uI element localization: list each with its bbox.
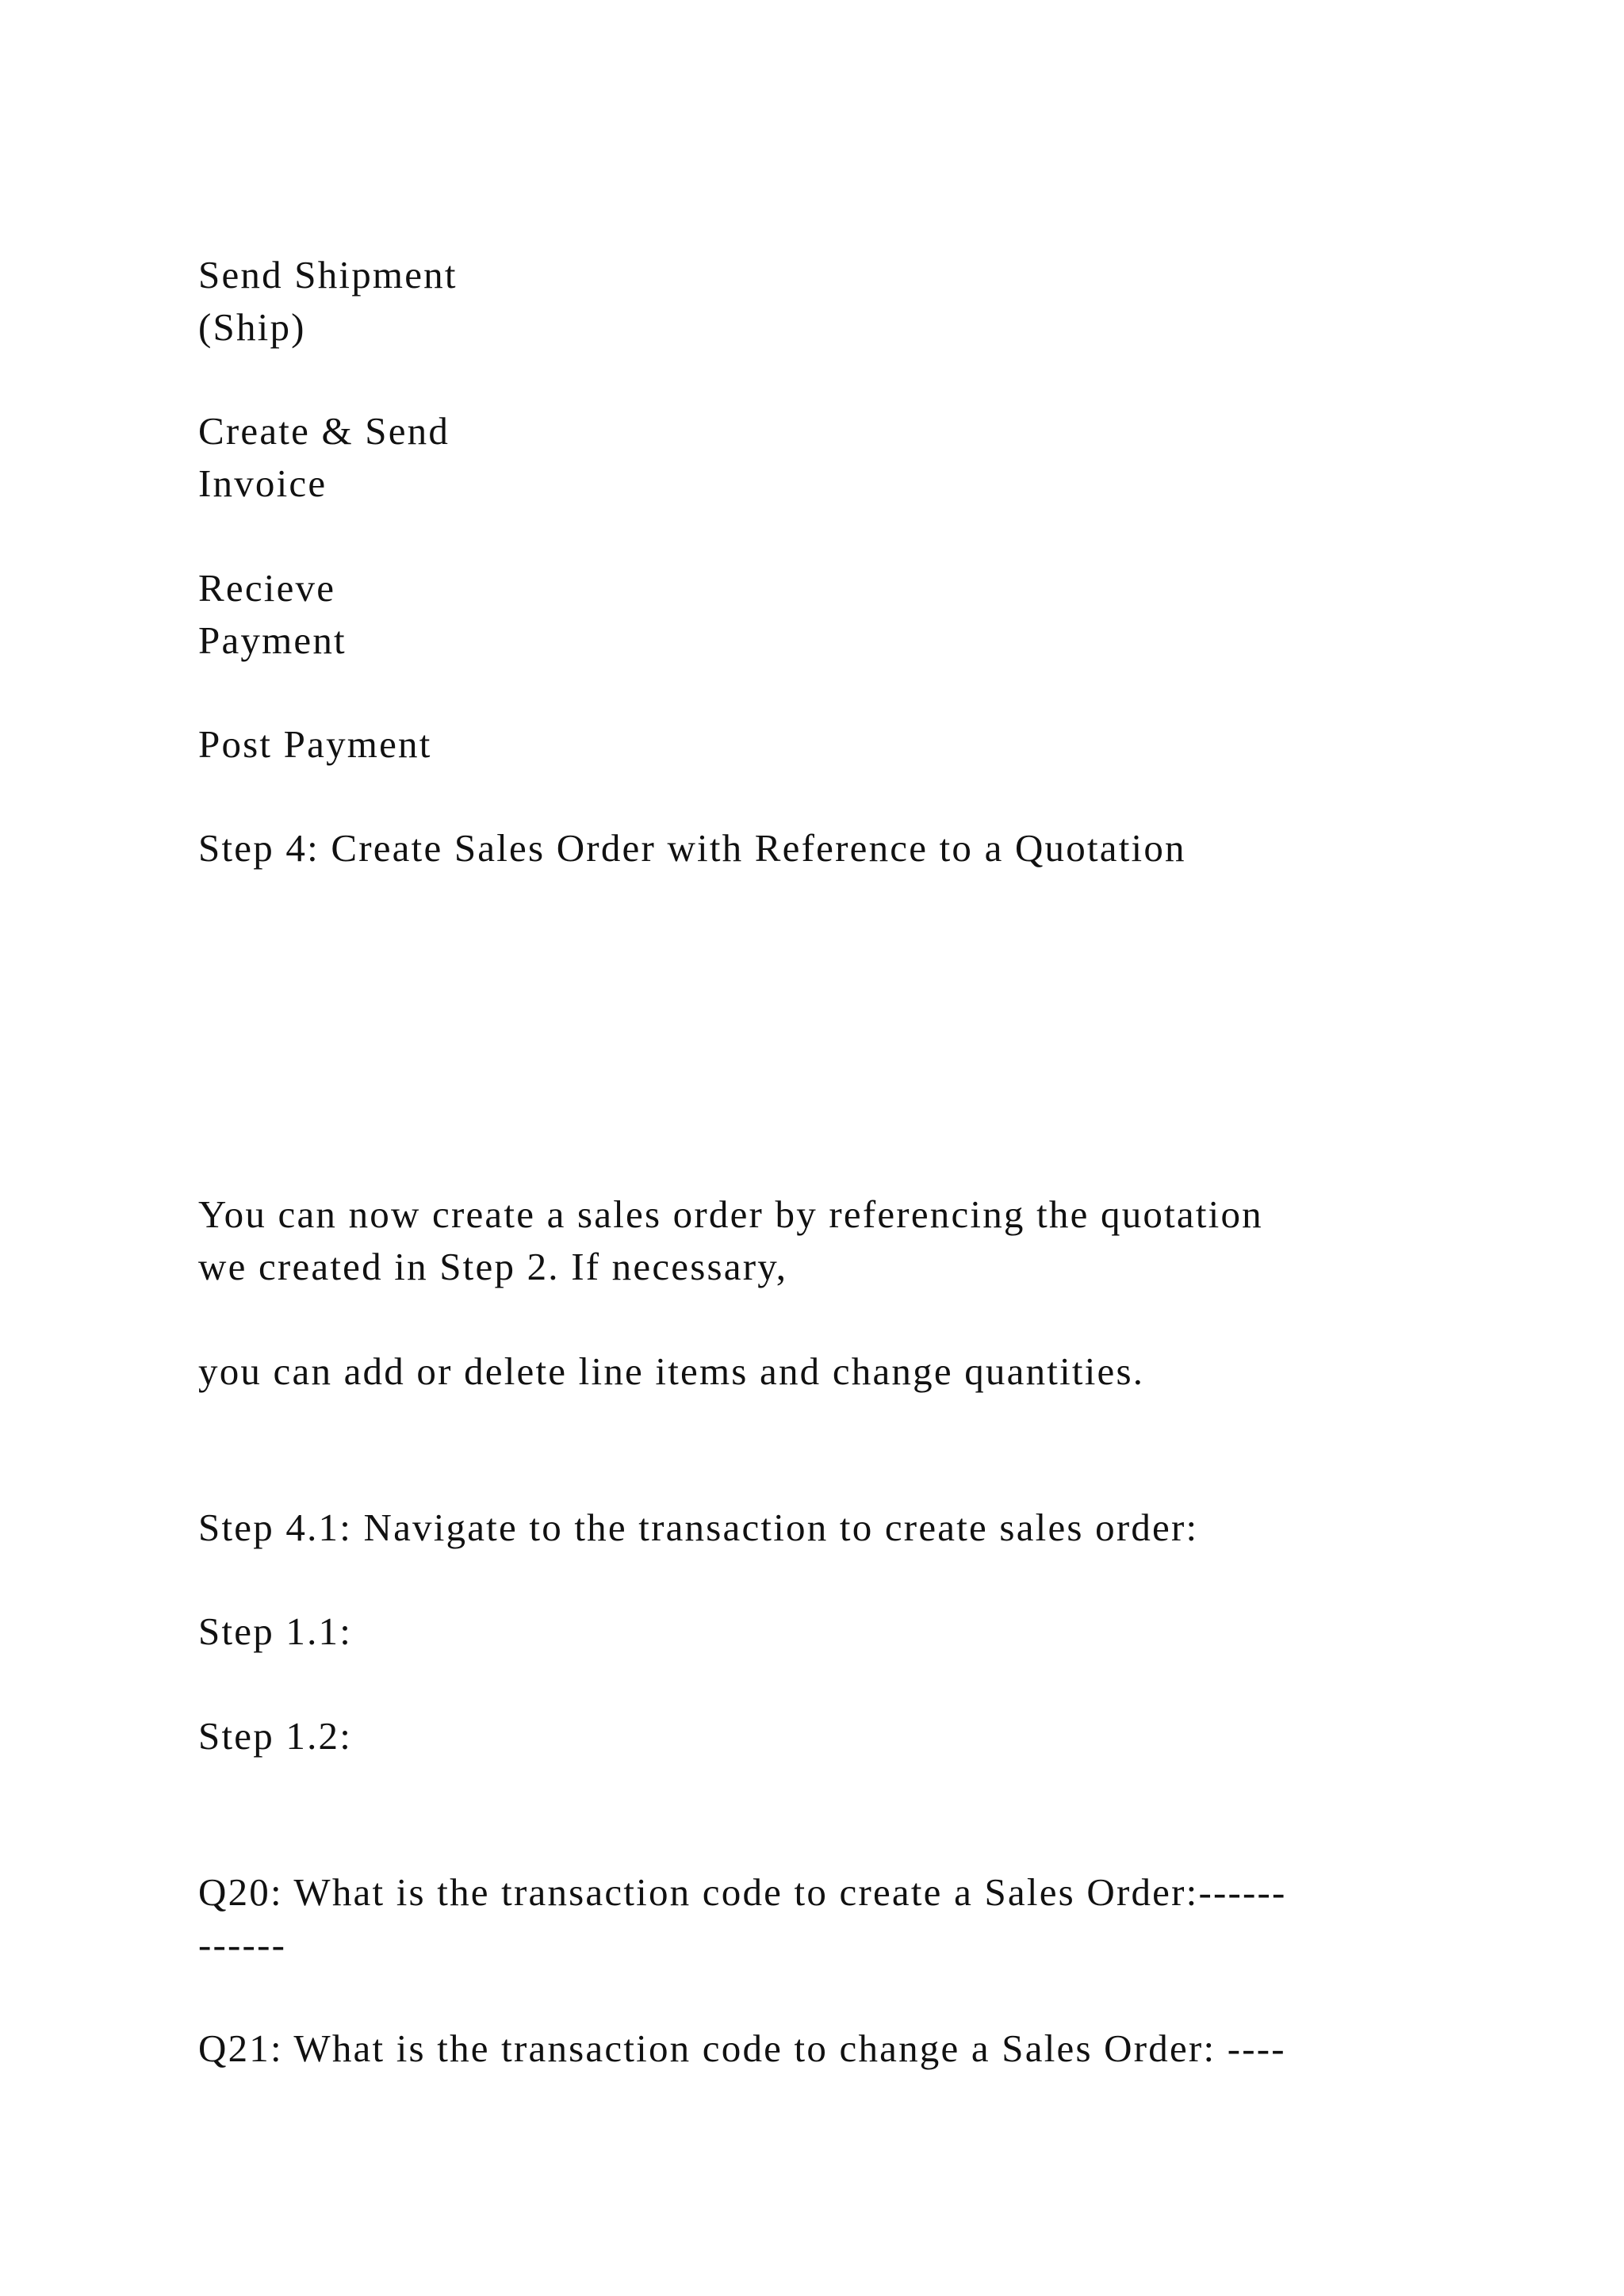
q21-question: Q21: What is the transaction code to change a Sales Order: ---- — [198, 2026, 1286, 2070]
step-1-1-label: Step 1.1: — [198, 1609, 353, 1653]
send-shipment-label: Send Shipment — [198, 253, 458, 297]
step4-1-heading: Step 4.1: Navigate to the transaction to create sales order: — [198, 1506, 1199, 1549]
step4-intro-continuation: you can add or delete line items and change quantities. — [198, 1349, 1145, 1393]
step4-heading: Step 4: Create Sales Order with Reference to a Quotation — [198, 826, 1186, 870]
step4-intro-line-1: You can now create a sales order by referencing the quotation — [198, 1192, 1263, 1236]
q20-question-line-2: ------ — [198, 1923, 287, 1966]
receive-payment-sublabel: Payment — [198, 618, 347, 662]
create-send-invoice-sublabel: Invoice — [198, 461, 327, 505]
post-payment-label: Post Payment — [198, 722, 432, 766]
send-shipment-sublabel: (Ship) — [198, 305, 306, 349]
receive-payment-label: Recieve — [198, 566, 336, 610]
q20-question-line-1: Q20: What is the transaction code to create a Sales Order:------ — [198, 1870, 1287, 1914]
step4-intro-line-2: we created in Step 2. If necessary, — [198, 1245, 788, 1288]
create-send-invoice-label: Create & Send — [198, 409, 450, 453]
step-1-2-label: Step 1.2: — [198, 1714, 353, 1758]
